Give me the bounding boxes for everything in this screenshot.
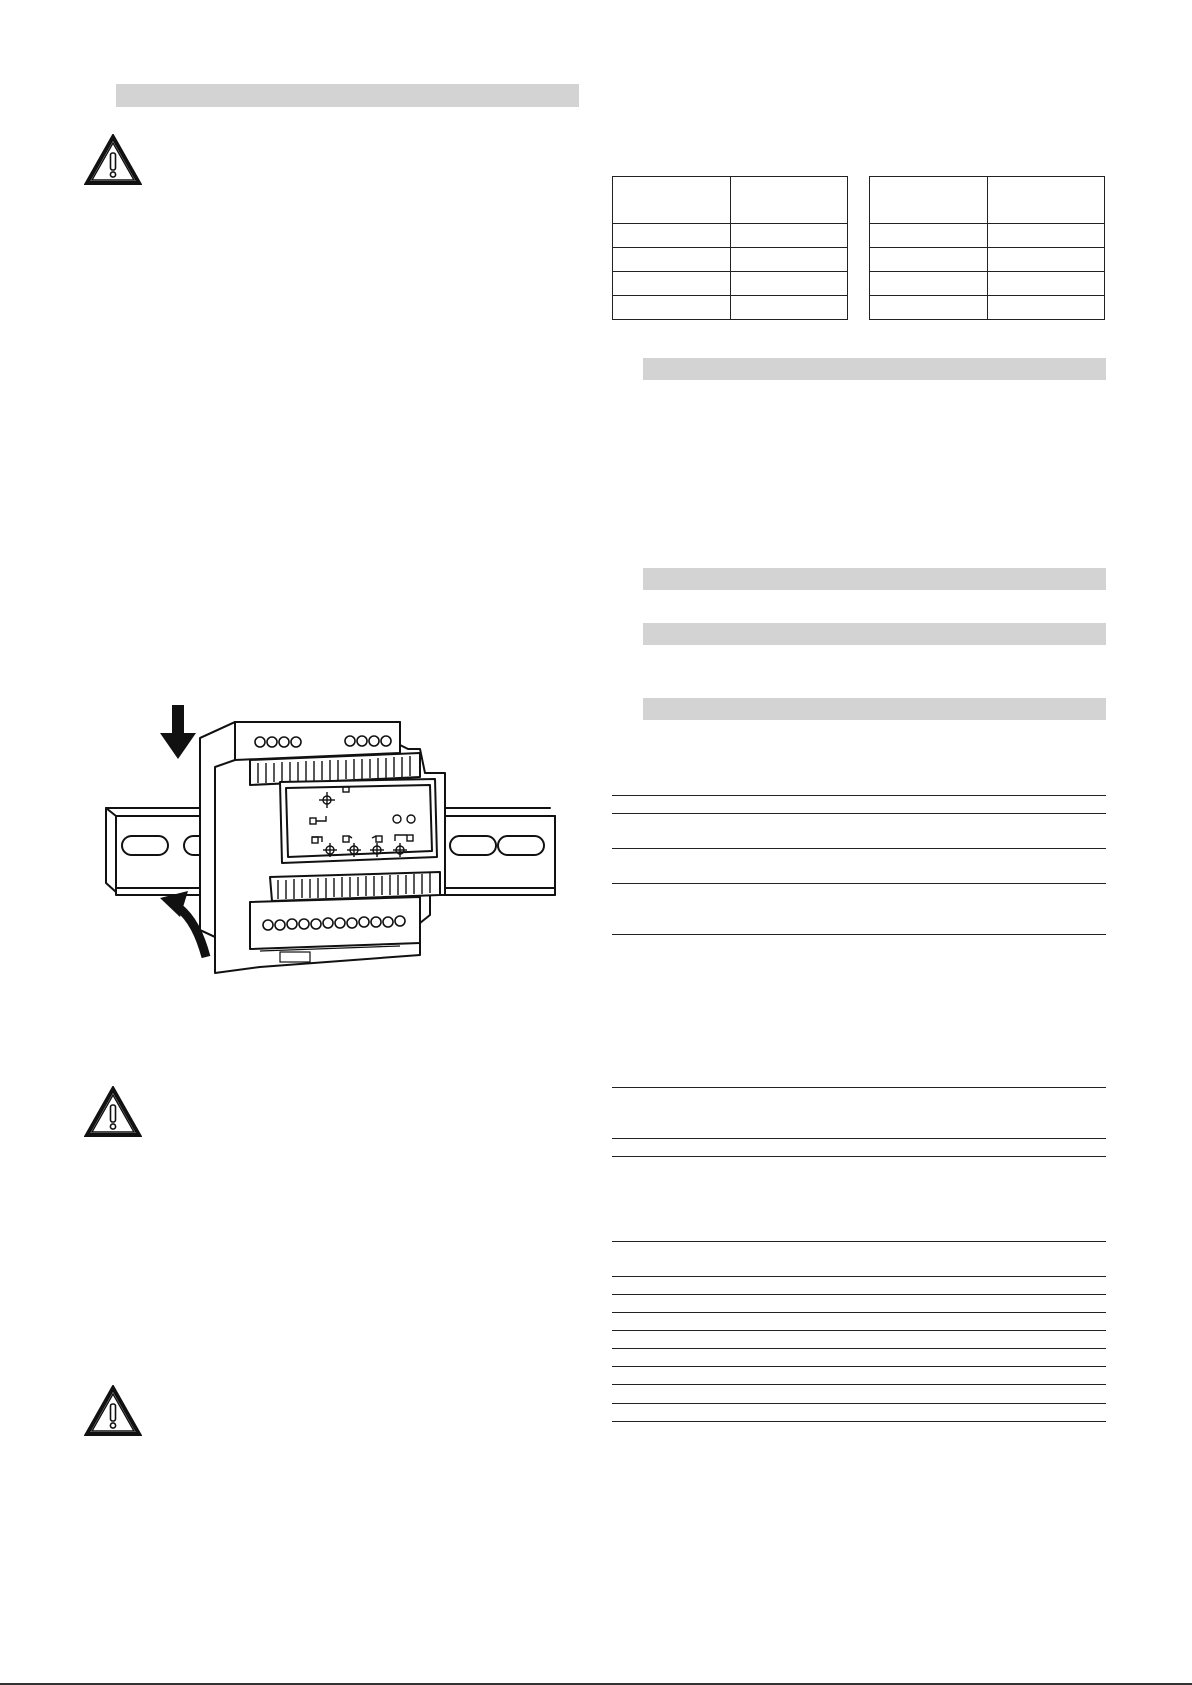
table-header-cell <box>987 177 1105 224</box>
table-cell <box>870 248 988 272</box>
table-rule <box>612 813 1106 814</box>
section-header-bar <box>643 568 1106 590</box>
table-rule <box>612 1276 1106 1277</box>
table-cell <box>870 272 988 296</box>
table-row <box>613 248 848 272</box>
table-header-cell <box>870 177 988 224</box>
table-cell <box>987 248 1105 272</box>
table-rule <box>612 795 1106 796</box>
table-row <box>870 224 1105 248</box>
table-row <box>613 272 848 296</box>
section-header-bar <box>643 698 1106 720</box>
table-cell <box>730 272 848 296</box>
table-rule <box>612 1312 1106 1313</box>
table-row <box>613 296 848 320</box>
table-cell <box>613 272 731 296</box>
table-row <box>870 296 1105 320</box>
table-row <box>613 224 848 248</box>
right-data-table <box>869 176 1105 320</box>
table-header-cell <box>613 177 731 224</box>
table-rule <box>612 1241 1106 1242</box>
table-rule <box>612 848 1106 849</box>
left-data-table <box>612 176 848 320</box>
table-cell <box>987 224 1105 248</box>
table-rule <box>612 1366 1106 1367</box>
table-cell <box>987 272 1105 296</box>
table-rule <box>612 934 1106 935</box>
table-row <box>870 272 1105 296</box>
table-cell <box>870 224 988 248</box>
section-header-bar <box>643 623 1106 645</box>
table-rule <box>612 883 1106 884</box>
table-header-cell <box>730 177 848 224</box>
table-rule <box>612 1384 1106 1385</box>
table-rule <box>612 1156 1106 1157</box>
table-rule <box>612 1403 1106 1404</box>
warning-triangle-icon <box>84 1385 142 1437</box>
table-rule <box>612 1421 1106 1422</box>
warning-triangle-icon <box>84 1086 142 1138</box>
table-cell <box>987 296 1105 320</box>
table-cell <box>730 296 848 320</box>
table-rule <box>612 1087 1106 1088</box>
table-cell <box>613 248 731 272</box>
table-cell <box>870 296 988 320</box>
table-rule <box>612 1330 1106 1331</box>
table-rule <box>612 1294 1106 1295</box>
table-rule <box>612 1348 1106 1349</box>
table-rule <box>612 1138 1106 1139</box>
table-cell <box>730 248 848 272</box>
section-header-bar <box>643 358 1106 380</box>
warning-triangle-icon <box>84 134 142 186</box>
table-cell <box>613 224 731 248</box>
table-cell <box>613 296 731 320</box>
table-cell <box>730 224 848 248</box>
din-rail-mounting-illustration <box>100 705 570 985</box>
section-header-bar <box>116 84 579 107</box>
table-row <box>870 248 1105 272</box>
